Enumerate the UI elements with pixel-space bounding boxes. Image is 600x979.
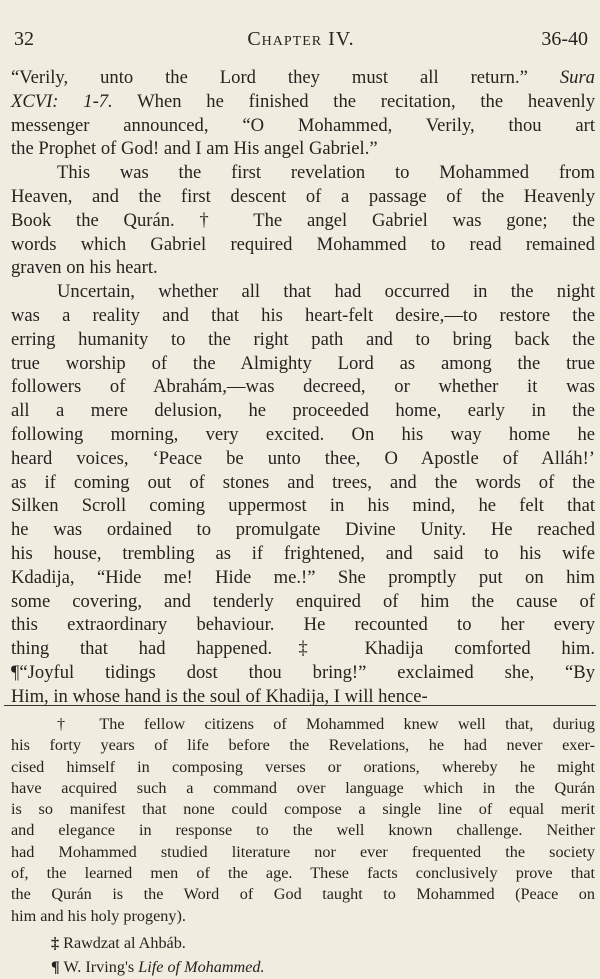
footnote-line: of, the learned men of the age. These facts conclusively prove that bbox=[11, 864, 595, 883]
sura-reference: XCVI: 1-7. bbox=[11, 90, 113, 112]
text-line bbox=[11, 542, 595, 566]
footnote-line: is so manifest that none could compose a single line of equal merit bbox=[11, 800, 595, 819]
text-run: messenger announced, “O Mohammed, Verily, thou art bbox=[11, 114, 595, 136]
text-run: this extraordinary behaviour. He recounted to her every bbox=[11, 614, 595, 636]
text-line bbox=[11, 328, 595, 352]
text-line bbox=[11, 66, 595, 90]
text-line bbox=[11, 161, 595, 185]
text-line bbox=[11, 280, 595, 304]
footnote-double-dagger bbox=[11, 931, 595, 955]
text-run: his house, trembling as if frightened, and said to his wife bbox=[11, 542, 595, 564]
text-line bbox=[11, 613, 595, 637]
text-run: thing that had happened.‡ Khadija comforted him. bbox=[11, 638, 595, 660]
text-run: following morning, very excited. On his way home he bbox=[11, 423, 595, 445]
footnote-dagger bbox=[11, 714, 595, 927]
text-line bbox=[11, 566, 595, 590]
sura-reference: Sura bbox=[559, 67, 595, 88]
text-run: he was ordained to promulgate Divine Unity. He reached bbox=[11, 519, 595, 541]
page-header bbox=[14, 28, 588, 54]
footnote-line: † The fellow citizens of Mohammed knew well that, duriug bbox=[57, 715, 595, 733]
footnote-line: cised himself in composing verses or orations, whereby he might bbox=[11, 757, 595, 776]
pilcrow-mark: ¶ bbox=[51, 957, 60, 976]
text-run: “Verily, unto the Lord they must all return.” bbox=[11, 67, 528, 88]
text-line bbox=[11, 661, 595, 685]
text-line bbox=[11, 494, 595, 518]
text-line bbox=[11, 209, 595, 233]
text-line bbox=[11, 447, 595, 471]
text-line bbox=[11, 185, 595, 209]
text-run: graven on his heart. bbox=[11, 257, 158, 279]
text-line bbox=[11, 256, 595, 280]
text-line bbox=[11, 137, 595, 161]
footnote-line: him and his holy progeny). bbox=[11, 906, 186, 925]
text-run: Book the Qurán. † The angel Gabriel was gone; the bbox=[11, 209, 595, 231]
footnote-source-text: Rawdzat al Ahbáb. bbox=[63, 933, 186, 952]
double-dagger-mark: ‡ bbox=[51, 933, 60, 952]
text-line bbox=[11, 304, 595, 328]
text-line bbox=[11, 637, 595, 661]
text-run: Him, in whose hand is the soul of Khadija, I will hence- bbox=[11, 685, 428, 707]
page-number: 32 bbox=[14, 28, 34, 50]
text-line bbox=[11, 114, 595, 138]
footnotes bbox=[11, 714, 595, 979]
text-run: words which Gabriel required Mohammed to read remained bbox=[11, 233, 595, 255]
text-line bbox=[11, 375, 595, 399]
text-line bbox=[11, 399, 595, 423]
text-line bbox=[11, 518, 595, 542]
footnote-line: the Qurán is the Word of God taught to Mohammed (Peace on bbox=[11, 885, 595, 904]
text-line bbox=[11, 90, 595, 114]
text-run: the Prophet of God! and I am His angel Gabriel.” bbox=[11, 138, 378, 160]
footnote-line: have acquired such a command over language which in the Qurán bbox=[11, 778, 595, 797]
text-run: followers of Abrahám,—was decreed, or whether it was bbox=[11, 376, 595, 398]
chapter-title: Chapter IV. bbox=[247, 28, 355, 50]
verse-range: 36-40 bbox=[541, 28, 588, 50]
text-run: Uncertain, whether all that had occurred in the night bbox=[57, 281, 595, 303]
footnote-line: and elegance in response to the well known challenge. Neither bbox=[11, 821, 595, 840]
text-run: This was the first revelation to Mohammed from bbox=[57, 162, 595, 184]
text-run: ¶“Joyful tidings dost thou bring!” exclaimed she, “By bbox=[11, 661, 595, 683]
text-run: When he finished the recitation, the heavenly bbox=[112, 90, 595, 112]
text-run: Silken Scroll coming uppermost in his mind, he felt that bbox=[11, 495, 595, 517]
text-run: Kdadija, “Hide me! Hide me.!” She promptly put on him bbox=[11, 566, 595, 588]
text-line bbox=[11, 233, 595, 257]
text-run: some covering, and tenderly enquired of him the cause of bbox=[11, 590, 595, 612]
text-line bbox=[11, 423, 595, 447]
footnote-pilcrow bbox=[11, 955, 595, 979]
text-run: was a reality and that his heart-felt desire,—to restore the bbox=[11, 304, 595, 326]
text-run: all a mere delusion, he proceeded home, early in the bbox=[11, 400, 595, 422]
footnote-line: had Mohammed studied literature nor ever frequented the society bbox=[11, 842, 595, 861]
main-text bbox=[11, 66, 595, 709]
text-line bbox=[11, 590, 595, 614]
footnote-divider bbox=[4, 705, 596, 706]
text-run: heard voices, ‘Peace be unto thee, O Apostle of Alláh!’ bbox=[11, 447, 595, 469]
footnote-line: his forty years of life before the Revelations, he had never exer- bbox=[11, 736, 595, 755]
footnote-book-title: Life of Mohammed. bbox=[138, 957, 265, 976]
text-run: Heaven, and the first descent of a passage of the Heavenly bbox=[11, 185, 595, 207]
text-line bbox=[11, 471, 595, 495]
text-run: erring humanity to the right path and to bring back the bbox=[11, 328, 595, 350]
footnote-author: W. Irving's bbox=[63, 957, 139, 976]
text-line bbox=[11, 352, 595, 376]
text-run: true worship of the Almighty Lord as among the true bbox=[11, 352, 595, 374]
text-run: as if coming out of stones and trees, and the words of the bbox=[11, 471, 595, 493]
